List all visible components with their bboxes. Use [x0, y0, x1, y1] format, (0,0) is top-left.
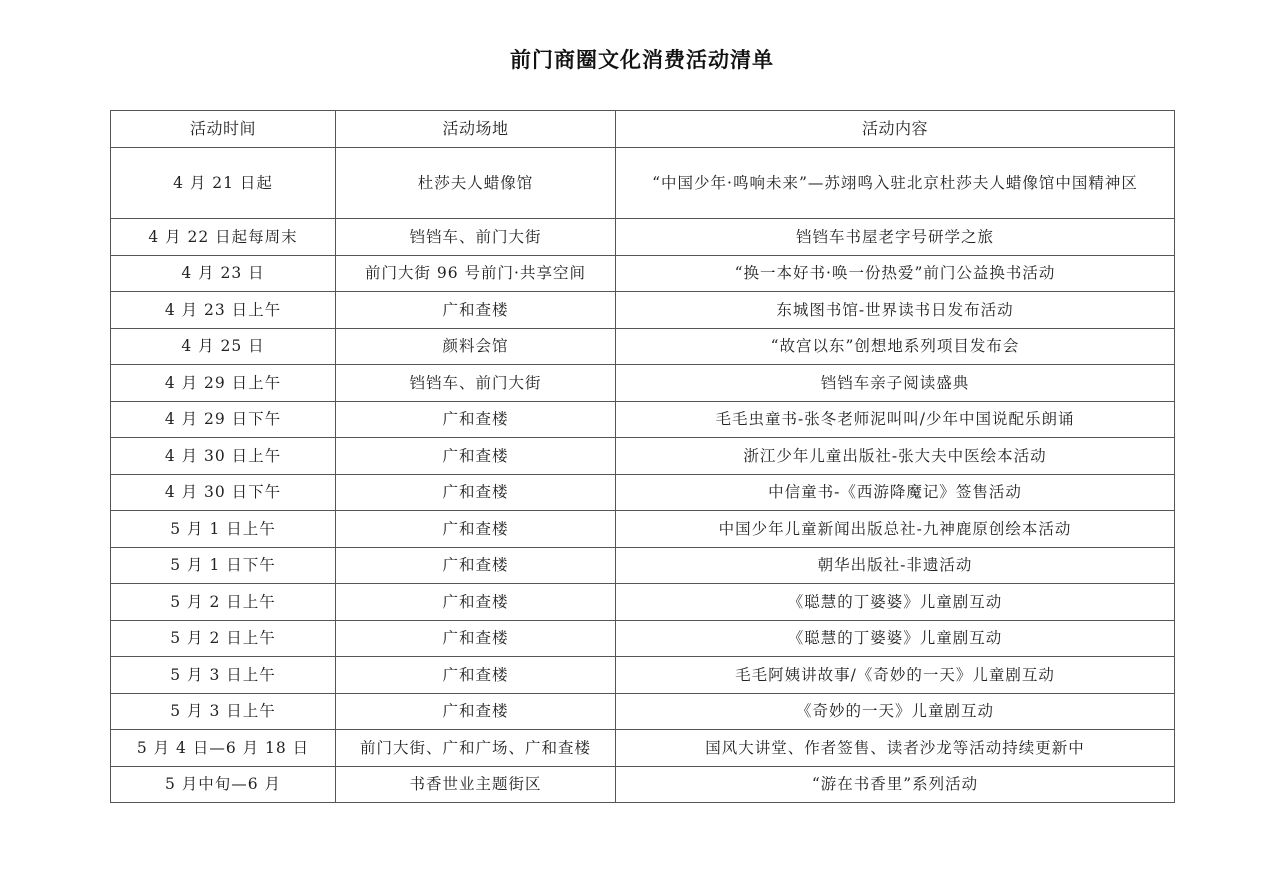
cell-content: 浙江少年儿童出版社-张大夫中医绘本活动: [616, 438, 1175, 475]
cell-content: 朝华出版社-非遗活动: [616, 547, 1175, 584]
cell-venue: 广和查楼: [336, 474, 616, 511]
cell-content: 毛毛虫童书-张冬老师泥叫叫/少年中国说配乐朗诵: [616, 401, 1175, 438]
cell-content: 毛毛阿姨讲故事/《奇妙的一天》儿童剧互动: [616, 657, 1175, 694]
cell-time: 4 月 25 日: [111, 328, 336, 365]
cell-content: 铛铛车书屋老字号研学之旅: [616, 219, 1175, 256]
cell-content: “故宫以东”创想地系列项目发布会: [616, 328, 1175, 365]
cell-content: “中国少年·鸣响未来”—苏翊鸣入驻北京杜莎夫人蜡像馆中国精神区: [616, 148, 1175, 219]
cell-content: 中国少年儿童新闻出版总社-九神鹿原创绘本活动: [616, 511, 1175, 548]
cell-content: 《聪慧的丁婆婆》儿童剧互动: [616, 620, 1175, 657]
cell-time: 4 月 29 日下午: [111, 401, 336, 438]
cell-venue: 广和查楼: [336, 292, 616, 329]
cell-venue: 铛铛车、前门大街: [336, 219, 616, 256]
cell-venue: 广和查楼: [336, 511, 616, 548]
cell-time: 5 月 3 日上午: [111, 693, 336, 730]
table-row: [111, 255, 1175, 292]
header-activity-time: 活动时间: [111, 111, 336, 148]
cell-venue: 广和查楼: [336, 657, 616, 694]
header-activity-content: 活动内容: [616, 111, 1175, 148]
cell-venue: 广和查楼: [336, 584, 616, 621]
table-row: [111, 328, 1175, 365]
cell-time: 5 月 1 日上午: [111, 511, 336, 548]
table-row: [111, 766, 1175, 803]
cell-time: 4 月 21 日起: [111, 148, 336, 219]
table-header-row: [111, 111, 1175, 148]
table-row: [111, 474, 1175, 511]
table-row: [111, 438, 1175, 475]
cell-venue: 前门大街、广和广场、广和查楼: [336, 730, 616, 767]
cell-content: 《奇妙的一天》儿童剧互动: [616, 693, 1175, 730]
cell-time: 5 月 1 日下午: [111, 547, 336, 584]
cell-content: 中信童书-《西游降魔记》签售活动: [616, 474, 1175, 511]
cell-time: 4 月 23 日上午: [111, 292, 336, 329]
cell-time: 5 月 4 日—6 月 18 日: [111, 730, 336, 767]
table-row: [111, 547, 1175, 584]
cell-content: 国风大讲堂、作者签售、读者沙龙等活动持续更新中: [616, 730, 1175, 767]
table-row: [111, 657, 1175, 694]
header-activity-venue: 活动场地: [336, 111, 616, 148]
cell-content: 《聪慧的丁婆婆》儿童剧互动: [616, 584, 1175, 621]
table-row: [111, 730, 1175, 767]
cell-time: 4 月 23 日: [111, 255, 336, 292]
cell-venue: 颜料会馆: [336, 328, 616, 365]
cell-content: “换一本好书·唤一份热爱”前门公益换书活动: [616, 255, 1175, 292]
table-row: [111, 511, 1175, 548]
cell-content: 东城图书馆-世界读书日发布活动: [616, 292, 1175, 329]
cell-venue: 铛铛车、前门大街: [336, 365, 616, 402]
cell-time: 4 月 29 日上午: [111, 365, 336, 402]
cell-venue: 书香世业主题街区: [336, 766, 616, 803]
cell-time: 5 月 2 日上午: [111, 620, 336, 657]
cell-time: 5 月 3 日上午: [111, 657, 336, 694]
cell-content: 铛铛车亲子阅读盛典: [616, 365, 1175, 402]
cell-venue: 广和查楼: [336, 547, 616, 584]
activity-table: [110, 110, 1175, 803]
cell-venue: 广和查楼: [336, 620, 616, 657]
cell-time: 5 月中旬—6 月: [111, 766, 336, 803]
table-row: [111, 292, 1175, 329]
table-row: [111, 620, 1175, 657]
table-row: [111, 584, 1175, 621]
table-row: [111, 401, 1175, 438]
cell-venue: 杜莎夫人蜡像馆: [336, 148, 616, 219]
table-row: [111, 148, 1175, 219]
cell-venue: 前门大街 96 号前门·共享空间: [336, 255, 616, 292]
cell-time: 4 月 30 日上午: [111, 438, 336, 475]
cell-venue: 广和查楼: [336, 401, 616, 438]
table-row: [111, 219, 1175, 256]
cell-venue: 广和查楼: [336, 693, 616, 730]
cell-time: 4 月 30 日下午: [111, 474, 336, 511]
cell-venue: 广和查楼: [336, 438, 616, 475]
cell-content: “游在书香里”系列活动: [616, 766, 1175, 803]
cell-time: 4 月 22 日起每周末: [111, 219, 336, 256]
table-row: [111, 365, 1175, 402]
page-title: 前门商圈文化消费活动清单: [510, 48, 774, 72]
cell-time: 5 月 2 日上午: [111, 584, 336, 621]
table-row: [111, 693, 1175, 730]
